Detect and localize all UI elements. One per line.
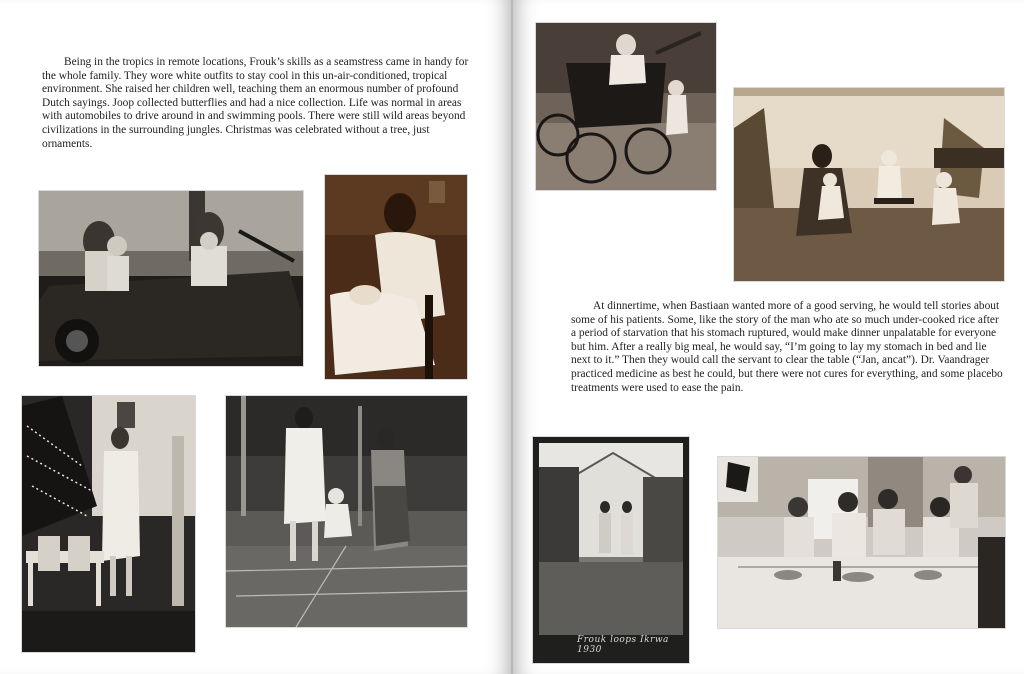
photo-christmas-ornaments: [22, 396, 195, 652]
photo-on-tennis-court: [226, 396, 467, 627]
left-page: [0, 0, 511, 674]
photo-mother-with-baby: [325, 175, 467, 379]
photo-nanny-with-children: [734, 88, 1004, 281]
right-page-paragraph: At dinnertime, when Bastiaan wanted more of a good serving, he would tell stories about some of his patients. Some, like the story of the man who ate so much under-cooked rice after a period of starvation that his stomach ruptured, would make dinner unpalatable for everyone but him. After a really big meal, he would say, “I’m going to lay my stomach in bed and lie next to it.” Then they would call the servant to clear the table (“Jan, ancat”). Dr. Vaandrager practiced medicine as best he could, but there were not cures for everything, and some placebo treatments were used to ease the pain.: [571, 300, 1003, 394]
photo-family-dinner: [718, 457, 1005, 628]
photo-family-in-car: [39, 191, 303, 366]
photo-house-courtyard: [533, 437, 689, 663]
left-page-paragraph: Being in the tropics in remote locations, Frouk’s skills as a seamstress came in handy for the whole family. They wore white outfits to stay cool in this un-air-conditioned, tropical environment. She raised her children well, teaching them an enormous number of profound Dutch sayings. Joop collected butterflies and had a nice collection. Life was normal in areas with automobiles to drive around in and swimming pools. There were still wild areas beyond civilizations in the surrounding jungles. Christmas was celebrated without a tree, just ornaments.: [42, 56, 469, 150]
right-page: [513, 0, 1024, 674]
photo-inscription: Frouk loops Ikrwa 1930: [577, 635, 669, 655]
photo-child-in-pram: [536, 23, 716, 190]
